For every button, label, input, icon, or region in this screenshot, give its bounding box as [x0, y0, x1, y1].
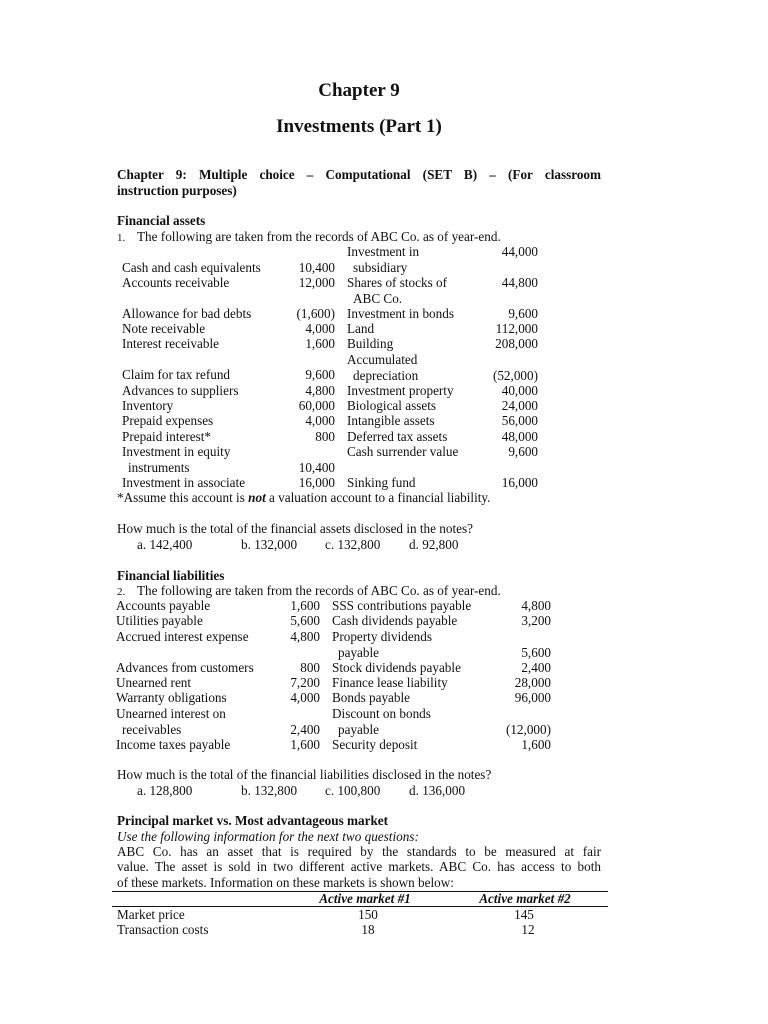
set-title-line-2: instruction purposes)	[117, 183, 237, 198]
ledger-item-label: Cash dividends payable	[332, 613, 458, 628]
market-1-transaction-costs: 18	[361, 922, 375, 937]
ledger-item-value: 4,800	[305, 383, 335, 398]
ledger-item-value: 2,400	[290, 721, 320, 737]
question-3-paragraph	[117, 844, 601, 890]
ledger-item-label: Security deposit	[332, 737, 418, 752]
ledger-item-label: Warranty obligations	[116, 690, 227, 705]
ledger-item-value: 40,000	[501, 383, 538, 398]
ledger-item-value: 44,000	[501, 244, 538, 259]
ledger-item-label: Land	[347, 321, 375, 336]
ledger-item-label: Bonds payable	[332, 690, 411, 705]
question-1-prompt: How much is the total of the financial assets disclosed in the notes?	[117, 521, 473, 536]
ledger-item-label: Investment in	[347, 244, 420, 259]
ledger-item-label-cont: payable	[338, 721, 380, 737]
ledger-item-value: 4,800	[290, 629, 320, 644]
ledger-item-label: Intangible assets	[347, 413, 435, 428]
ledger-item-label: Stock dividends payable	[332, 660, 461, 675]
ledger-item-label-cont: depreciation	[353, 367, 419, 383]
ledger-item-label: Utilities payable	[116, 613, 203, 628]
ledger-item-value: 44,800	[501, 275, 538, 290]
market-2-transaction-costs: 12	[521, 922, 535, 937]
ledger-item-value: 112,000	[495, 321, 538, 336]
paragraph-line-1: ABC Co. has an asset that is required by the standards to be measured at fair	[117, 844, 601, 859]
ledger-item-value: (52,000)	[492, 367, 538, 383]
section-financial-assets: Financial assets	[117, 213, 206, 228]
ledger-item-value: (1,600)	[296, 306, 335, 321]
ledger-item-value: (12,000)	[505, 721, 551, 737]
question-1-stem	[117, 229, 501, 245]
ledger-item-value: 96,000	[514, 690, 551, 705]
choice-2a[interactable]: a. 128,800	[137, 783, 193, 798]
ledger-item-label: Accounts receivable	[122, 275, 230, 290]
question-3-instruction: Use the following information for the next two questions:	[117, 829, 419, 844]
ledger-item-label: Interest receivable	[122, 336, 220, 351]
choice-2c[interactable]: c. 100,800	[325, 783, 381, 798]
chapter-number: Chapter 9	[318, 80, 400, 101]
ledger-item-value: 10,400	[298, 260, 335, 275]
ledger-item-label-cont: ABC Co.	[353, 290, 403, 306]
ledger-item-label-cont: payable	[338, 644, 380, 660]
ledger-item-label: Property dividends	[332, 629, 432, 644]
ledger-item-value: 5,600	[521, 644, 551, 660]
section-financial-liabilities: Financial liabilities	[117, 568, 225, 583]
ledger-item-value: 9,600	[508, 306, 538, 321]
ledger-item-label: Investment in equity	[122, 444, 231, 459]
ledger-item-value: 1,600	[305, 336, 335, 351]
ledger-item-label: Allowance for bad debts	[122, 306, 252, 321]
ledger-item-value: 9,600	[508, 444, 538, 459]
ledger-item-value: 7,200	[290, 675, 320, 690]
choice-2d[interactable]: d. 136,000	[409, 783, 466, 798]
ledger-item-value: 10,400	[298, 459, 335, 475]
ledger-item-label: Investment property	[347, 383, 454, 398]
question-1-footnote: *Assume this account is not a valuation account to a financial liability.	[117, 490, 491, 505]
ledger-item-value: 12,000	[298, 275, 335, 290]
ledger-item-value: 4,800	[521, 598, 551, 613]
choice-1b[interactable]: b. 132,000	[241, 537, 298, 552]
row-label-transaction-costs: Transaction costs	[117, 922, 209, 937]
ledger-item-label-cont: subsidiary	[353, 259, 408, 275]
ledger-item-label: Finance lease liability	[332, 675, 448, 690]
market-1-price: 150	[358, 907, 378, 922]
question-1-number: 1.	[117, 232, 126, 244]
ledger-item-label: Inventory	[122, 398, 174, 413]
ledger-item-label: Income taxes payable	[116, 737, 231, 752]
choice-2b[interactable]: b. 132,800	[241, 783, 298, 798]
ledger-item-value: 2,400	[521, 660, 551, 675]
question-2-number: 2.	[117, 586, 126, 598]
ledger-item-value: 3,200	[521, 613, 551, 628]
ledger-item-value: 56,000	[501, 413, 538, 428]
ledger-item-label: Prepaid expenses	[122, 413, 214, 428]
ledger-item-value: 1,600	[290, 737, 320, 752]
ledger-item-label-cont: receivables	[122, 721, 182, 737]
ledger-item-label: Cash surrender value	[347, 444, 459, 459]
ledger-item-value: 1,600	[521, 737, 551, 752]
question-2-stem	[117, 583, 501, 599]
choice-1d[interactable]: d. 92,800	[409, 537, 459, 552]
set-title-line-1: Chapter 9: Multiple choice – Computational (SET B) – (For classroom	[117, 167, 601, 182]
ledger-item-value: 9,600	[305, 367, 335, 382]
ledger-item-value: 24,000	[501, 398, 538, 413]
ledger-item-label: Biological assets	[347, 398, 437, 413]
ledger-item-label: Claim for tax refund	[122, 367, 231, 382]
ledger-item-value: 4,000	[305, 413, 335, 428]
ledger-item-value: 5,600	[290, 613, 320, 628]
ledger-item-value: 1,600	[290, 598, 320, 613]
ledger-item-label: Advances to suppliers	[122, 383, 239, 398]
ledger-item-label: Investment in associate	[122, 475, 246, 490]
question-1-stem-text: The following are taken from the records of ABC Co. as of year-end.	[137, 229, 501, 244]
ledger-item-value: 16,000	[298, 475, 335, 490]
ledger-item-label: SSS contributions payable	[332, 598, 472, 613]
ledger-item-value: 800	[300, 660, 320, 675]
ledger-item-label: Note receivable	[122, 321, 206, 336]
ledger-item-label: Investment in bonds	[347, 306, 454, 321]
ledger-item-label: Prepaid interest*	[122, 429, 211, 444]
ledger-item-value: 4,000	[290, 690, 320, 705]
market-1-header: Active market #1	[319, 891, 411, 906]
footnote-emphasis: not	[248, 490, 266, 505]
question-2-prompt: How much is the total of the financial liabilities disclosed in the notes?	[117, 767, 492, 782]
market-2-header: Active market #2	[479, 891, 571, 906]
ledger-item-label: Discount on bonds	[332, 706, 431, 721]
choice-1c[interactable]: c. 132,800	[325, 537, 381, 552]
ledger-item-label: Shares of stocks of	[347, 275, 447, 290]
ledger-item-label-cont: instruments	[128, 459, 190, 475]
ledger-item-label: Advances from customers	[116, 660, 254, 675]
ledger-item-label: Building	[347, 336, 394, 351]
ledger-item-value: 208,000	[495, 336, 538, 351]
ledger-item-value: 48,000	[501, 429, 538, 444]
section-principal-market: Principal market vs. Most advantageous market	[117, 813, 389, 828]
set-title	[117, 167, 601, 199]
ledger-item-label: Unearned interest on	[116, 706, 226, 721]
paragraph-line-2: value. The asset is sold in two different active markets. ABC Co. has access to both	[117, 859, 601, 875]
ledger-item-label: Unearned rent	[116, 675, 192, 690]
ledger-item-label: Sinking fund	[347, 475, 416, 490]
paragraph-line-3: of these markets. Information on these markets is shown below:	[117, 874, 454, 890]
ledger-item-value: 800	[315, 429, 335, 444]
ledger-item-label: Accumulated	[347, 352, 418, 367]
ledger-item-value: 4,000	[305, 321, 335, 336]
question-2-stem-text: The following are taken from the records of ABC Co. as of year-end.	[137, 583, 501, 598]
row-label-market-price: Market price	[117, 907, 185, 922]
chapter-title: Investments (Part 1)	[276, 116, 442, 137]
choice-1a[interactable]: a. 142,400	[137, 537, 193, 552]
market-2-price: 145	[514, 907, 534, 922]
ledger-item-label: Accrued interest expense	[116, 629, 249, 644]
ledger-item-label: Accounts payable	[116, 598, 211, 613]
ledger-item-value: 60,000	[298, 398, 335, 413]
ledger-item-value: 28,000	[514, 675, 551, 690]
ledger-item-value: 16,000	[501, 475, 538, 490]
ledger-item-label: Deferred tax assets	[347, 429, 448, 444]
ledger-item-label: Cash and cash equivalents	[122, 260, 261, 275]
